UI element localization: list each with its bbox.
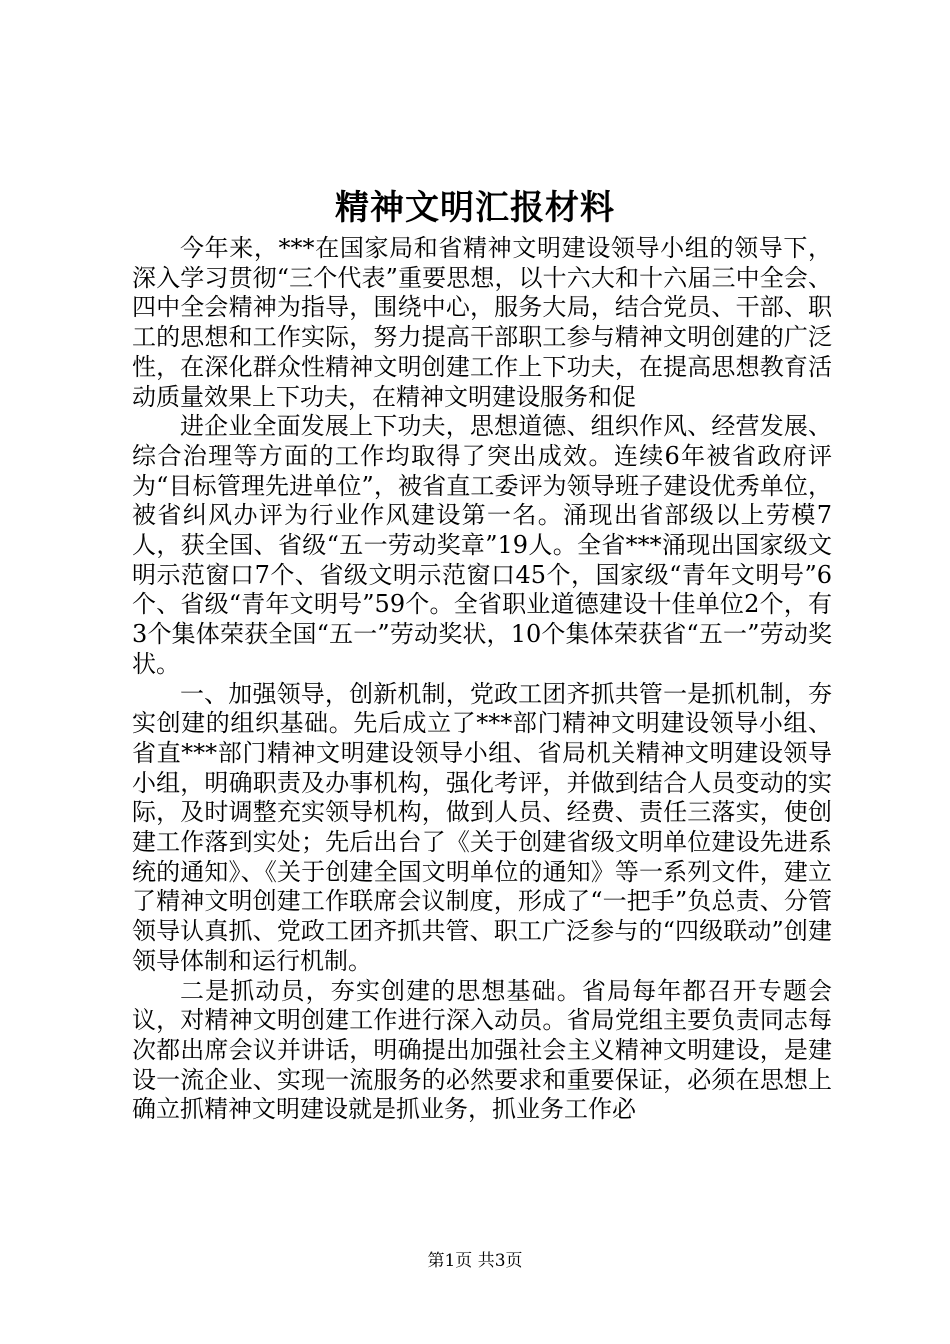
paragraph-achievements: 进企业全面发展上下功夫，思想道德、组织作风、经营发展、综合治理等方面的工作均取得了突出成效。连续6年被省政府评为“目标管理先进单位”，被省直工委评为领导班子建设优秀单位，被省纠风办评为行业作风建设第一名。涌现出省部级以上劳模7人，获全国、省级“五一劳动奖章”19人。全省***涌现出国家级文明示范窗口7个、省级文明示范窗口45个，国家级“青年文明号”6个、省级“青年文明号”59个。全省职业道德建设十佳单位2个，有3个集体荣获全国“五一”劳动奖状，10个集体荣获省“五一”劳动奖状。 xyxy=(132,412,832,678)
paragraph-intro: 今年来，***在国家局和省精神文明建设领导小组的领导下，深入学习贯彻“三个代表”重要思想，以十六大和十六届三中全会、四中全会精神为指导，围绕中心，服务大局，结合党员、干部、职工的思想和工作实际，努力提高干部职工参与精神文明创建的广泛性，在深化群众性精神文明创建工作上下功夫，在提高思想教育活动质量效果上下功夫，在精神文明建设服务和促 xyxy=(132,234,832,411)
paragraph-mobilization: 二是抓动员，夯实创建的思想基础。省局每年都召开专题会议，对精神文明创建工作进行深入动员。省局党组主要负责同志每次都出席会议并讲话，明确提出加强社会主义精神文明建设，是建设一流企业、实现一流服务的必然要求和重要保证，必须在思想上确立抓精神文明建设就是抓业务，抓业务工作必 xyxy=(132,976,832,1124)
document-body xyxy=(132,234,832,1125)
page-number-label: 第1页 共3页 xyxy=(427,1251,523,1271)
page-footer xyxy=(0,1249,950,1273)
paragraph-leadership: 一、加强领导，创新机制，党政工团齐抓共管一是抓机制，夯实创建的组织基础。先后成立了***部门精神文明建设领导小组、省直***部门精神文明建设领导小组、省局机关精神文明建设领导小组，明确职责及办事机构，强化考评，并做到结合人员变动的实际，及时调整充实领导机构，做到人员、经费、责任三落实，使创建工作落到实处；先后出台了《关于创建省级文明单位建设先进系统的通知》、《关于创建全国文明单位的通知》等一系列文件，建立了精神文明创建工作联席会议制度，形成了“一把手”负总责、分管领导认真抓、党政工团齐抓共管、职工广泛参与的“四级联动”创建领导体制和运行机制。 xyxy=(132,679,832,975)
document-title: 精神文明汇报材料 xyxy=(335,188,615,228)
